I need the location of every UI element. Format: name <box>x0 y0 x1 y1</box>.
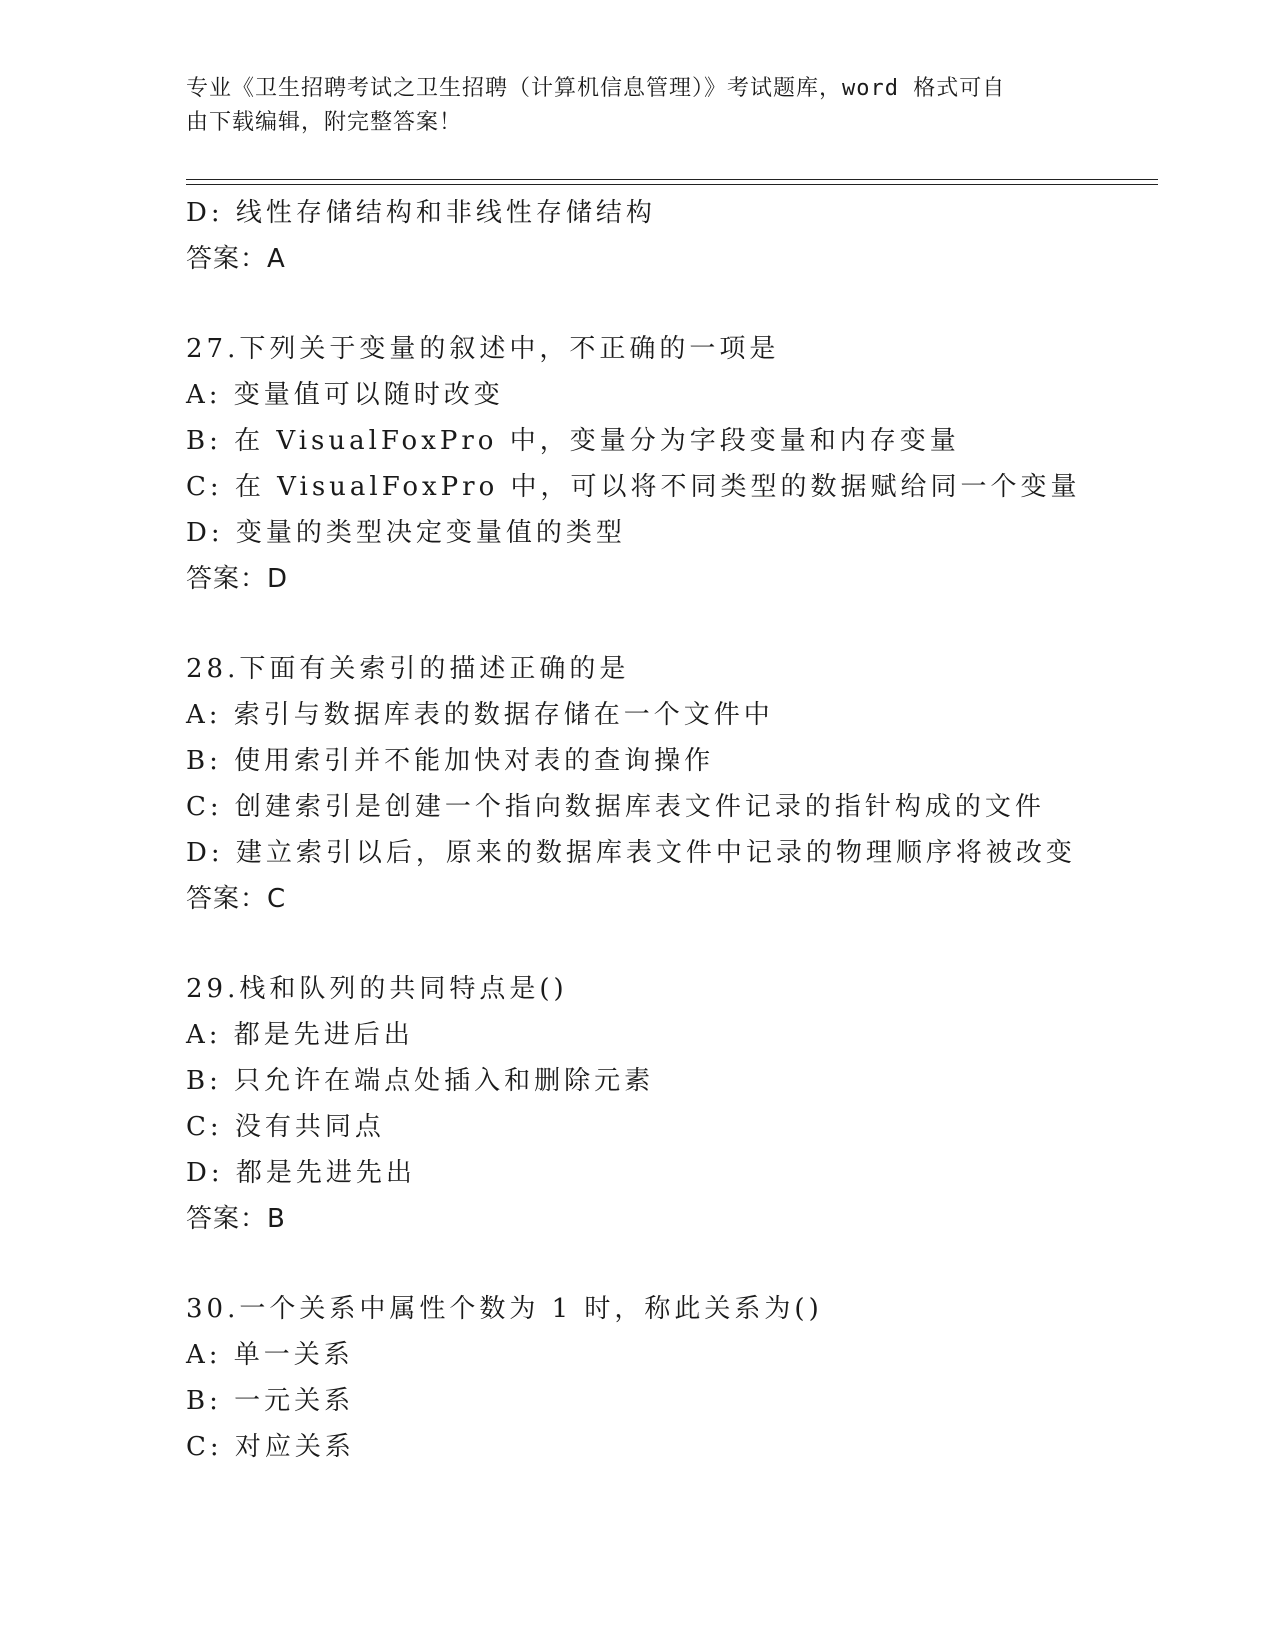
header-divider-bottom <box>186 184 1158 185</box>
answer-line: 答案：A <box>186 244 286 274</box>
block-spacer <box>186 282 1166 326</box>
block-spacer <box>186 1242 1166 1286</box>
option-b: B: 一元关系 <box>186 1386 355 1416</box>
header-divider-top <box>186 179 1158 180</box>
block-spacer <box>186 602 1166 646</box>
question-stem: 30.一个关系中属性个数为 1 时，称此关系为() <box>186 1294 823 1324</box>
question-block-28 <box>186 646 1166 922</box>
option-c: C: 在 VisualFoxPro 中，可以将不同类型的数据赋给同一个变量 <box>186 472 1081 502</box>
header-line-1: 专业《卫生招聘考试之卫生招聘（计算机信息管理）》考试题库，word 格式可自 <box>186 76 1006 101</box>
option-c: C: 创建索引是创建一个指向数据库表文件记录的指针构成的文件 <box>186 792 1045 822</box>
option-a: A: 单一关系 <box>186 1340 354 1370</box>
option-d: D: 建立索引以后，原来的数据库表文件中记录的物理顺序将被改变 <box>186 838 1076 868</box>
question-block-26 <box>186 190 1166 282</box>
answer-line: 答案：C <box>186 884 287 914</box>
option-a: A: 变量值可以随时改变 <box>186 380 504 410</box>
option-b: B: 只允许在端点处插入和删除元素 <box>186 1066 655 1096</box>
option-d: D: 线性存储结构和非线性存储结构 <box>186 198 656 228</box>
header-line-2: 由下载编辑，附完整答案！ <box>186 110 463 135</box>
question-block-29 <box>186 966 1166 1242</box>
option-c: C: 没有共同点 <box>186 1112 385 1142</box>
option-b: B: 使用索引并不能加快对表的查询操作 <box>186 746 715 776</box>
question-block-30 <box>186 1286 1166 1470</box>
question-stem: 28.下面有关索引的描述正确的是 <box>186 654 630 684</box>
answer-line: 答案：D <box>186 564 289 594</box>
question-block-27 <box>186 326 1166 602</box>
answer-line: 答案：B <box>186 1204 286 1234</box>
question-list <box>186 190 1166 1470</box>
option-d: D: 都是先进先出 <box>186 1158 416 1188</box>
question-stem: 27.下列关于变量的叙述中，不正确的一项是 <box>186 334 780 364</box>
option-c: C: 对应关系 <box>186 1432 355 1462</box>
document-header <box>186 72 1066 140</box>
block-spacer <box>186 922 1166 966</box>
option-d: D: 变量的类型决定变量值的类型 <box>186 518 626 548</box>
option-b: B: 在 VisualFoxPro 中，变量分为字段变量和内存变量 <box>186 426 960 456</box>
question-stem: 29.栈和队列的共同特点是() <box>186 974 568 1004</box>
option-a: A: 都是先进后出 <box>186 1020 414 1050</box>
option-a: A: 索引与数据库表的数据存储在一个文件中 <box>186 700 774 730</box>
